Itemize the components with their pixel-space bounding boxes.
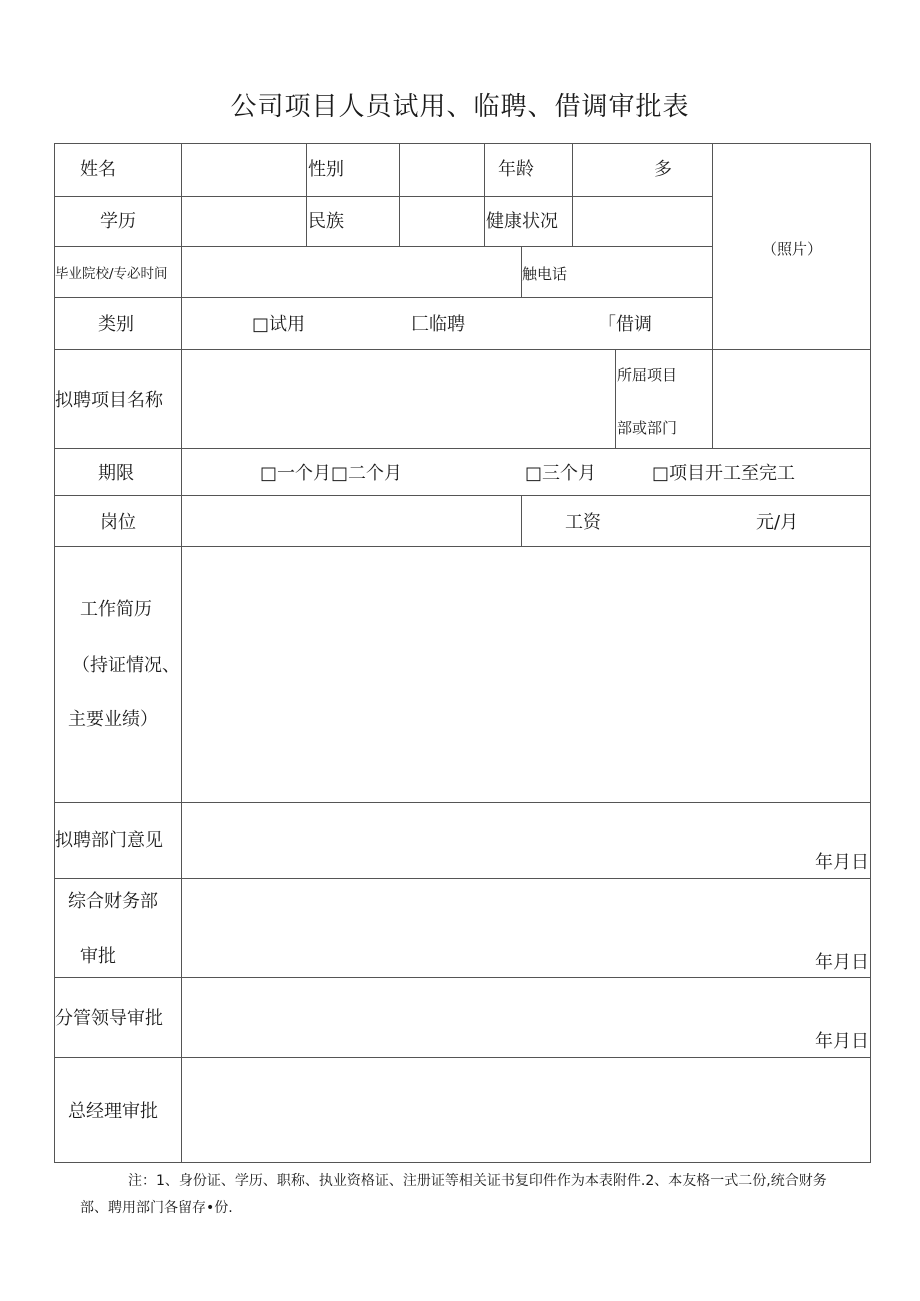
page-title: 公司项目人员试用、临聘、借调审批表 [230,92,690,122]
age-label: 年龄 [498,159,534,180]
age-value: 多 [654,159,672,180]
period-option-one-two-months[interactable]: □一个月□二个月 [260,463,403,484]
finance-date: 年月日 [815,952,869,973]
salary-label: 工资 [565,512,601,533]
gender-label: 性别 [308,159,344,180]
category-temp-option[interactable]: 匚临聘 [411,314,465,335]
position-label: 岗位 [100,512,136,533]
health-label: 健康状况 [486,211,558,232]
category-trial-option[interactable]: □试用 [252,314,306,335]
school-label: 毕业院校/专必时间 [55,266,168,282]
leader-approval-label: 分管领导审批 [55,1008,163,1029]
category-secondment-option[interactable]: 「借调 [598,314,652,335]
dept-opinion-label: 拟聘部门意见 [55,830,163,851]
leader-date: 年月日 [815,1031,869,1052]
name-label: 姓名 [80,159,116,180]
education-label: 学历 [100,211,136,232]
dept-label-line2: 部或部门 [617,419,678,437]
salary-unit: 元/月 [756,512,799,533]
resume-label-line3: 主要业绩） [68,709,158,730]
ethnicity-label: 民族 [308,211,344,232]
period-option-three-months[interactable]: □三个月 [525,463,597,484]
finance-label-line2: 审批 [80,946,116,967]
project-name-label: 拟聘项目名称 [55,390,163,411]
footnote: 注：1、身份证、学历、职称、执业资格证、注册证等相关证书复印件作为本表附件.2、本友格一式二份,统合财务部、聘用部门各留存•份. [80,1173,827,1216]
phone-label: 触电话 [522,265,568,283]
dept-label-line1: 所屈项目 [617,366,678,384]
gm-approval-label: 总经理审批 [68,1101,158,1122]
resume-label-line1: 工作简历 [80,599,152,620]
period-option-project-duration[interactable]: □项目开工至完工 [652,463,796,484]
photo-placeholder: （照片） [762,240,823,258]
resume-label-line2: （持证情况、 [72,655,180,676]
period-label: 期限 [98,463,134,484]
category-label: 类别 [98,314,134,335]
finance-label-line1: 综合财务部 [68,891,158,912]
dept-opinion-date: 年月日 [815,852,869,873]
